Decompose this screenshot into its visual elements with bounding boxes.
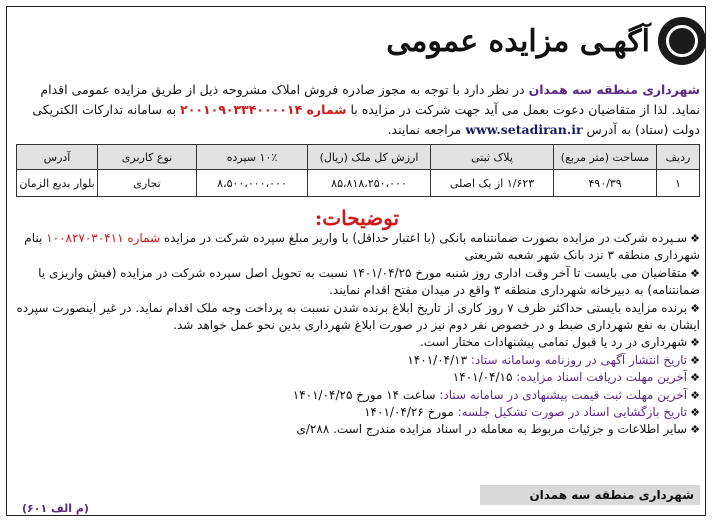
bullet-icon: ❖: [690, 353, 700, 367]
list-item: ❖سایر اطلاعات و جزئیات مربوط به معامله در اسناد مزایده مندرج است. ۲۸۸/ی: [12, 421, 700, 438]
cell-deposit: ۸،۵۰۰،۰۰۰،۰۰۰: [197, 170, 308, 197]
cell-plate: ۱/۶۲۳ از یک اصلی: [431, 170, 554, 197]
intro-text-3: مراجعه نمایند.: [387, 122, 466, 137]
list-item: ❖تاریخ بازگشایی اسناد در صورت تشکیل جلسه: مورخ ۱۴۰۱/۰۴/۲۶: [12, 404, 700, 421]
bullet-icon: ❖: [690, 388, 700, 402]
col-area: مساحت (متر مربع): [554, 145, 657, 170]
list-item: ❖سـپرده شرکت در مزایده بصورت ضمانتنامه بانکی (با اعتبار حداقل) یا واریز مبلغ سپرده شرکت در مزایده شماره ۱۰۰۸۲۷۰۳۰۴۱۱ بنام شهرداری منطقه ۳ نزد بانک شهر شعبه شریعتی: [24, 231, 700, 263]
col-plate: پلاک ثبتی: [431, 145, 554, 170]
ad-title: آگهـی مزایده عمومی: [386, 23, 650, 59]
list-item: ❖شهرداری در رد یا قبول تمامی پیشنهادات مختار است.: [12, 334, 700, 351]
intro-paragraph: [14, 80, 700, 140]
megaphone-icon: [658, 17, 706, 65]
table-header-row: [17, 145, 700, 170]
col-address: آدرس: [17, 145, 98, 170]
cell-area: ۴۹۰/۳۹: [554, 170, 657, 197]
bullet-icon: ❖: [690, 266, 700, 280]
cell-value: ۸۵،۸۱۸،۲۵۰،۰۰۰: [308, 170, 431, 197]
list-item: ❖آخرین مهلت دریافت اسناد مزایده: ۱۴۰۱/۰۴/۱۵: [12, 369, 700, 386]
col-row: ردیف: [657, 145, 700, 170]
website-link[interactable]: www.setadiran.ir: [465, 122, 583, 137]
bullet-icon: ❖: [690, 301, 700, 315]
title-row: [386, 14, 706, 68]
deposit-account-number: شماره ۱۰۰۸۲۷۰۳۰۴۱۱: [46, 231, 161, 245]
table-row: [17, 170, 700, 197]
property-table: [16, 144, 700, 197]
notes-list: [12, 230, 700, 439]
list-item: ❖تاریخ انتشار آگهی در روزنامه وسامانه ستاد: ۱۴۰۱/۰۴/۱۳: [12, 352, 700, 369]
col-value: ارزش کل ملک (ریال): [308, 145, 431, 170]
bullet-icon: ❖: [690, 406, 700, 420]
list-item: ❖برنده مزایده بایستی حداکثر ظرف ۷ روز کاری از تاریخ ابلاغ برنده شدن نسبت به پرداخت وجه ملک اقدام نماید. در غیر اینصورت سپرده ایشان به نفع شهرداری ضبط و در خصوص نفر دوم نیز در صورت ابلاغ شهرداری بدین نحو عمل خواهد شد.: [16, 300, 700, 333]
list-item: ❖متقاضیان می بایست تا آخر وقت اداری روز شنبه مورخ ۱۴۰۱/۰۴/۲۵ نسبت به تحویل اصل سپرده شرکت در مزایده (فیش واریزی یا ضمانتنامه) به دبیرخانه شهرداری منطقه ۳ واقع در میدان مفتح اقدام نمایند.: [38, 265, 700, 298]
bullet-icon: ❖: [690, 423, 700, 437]
intro-text-2: به سامانه تدارکات الکتریکی دولت (ستاد) به آدرس: [32, 102, 700, 137]
bullet-icon: ❖: [690, 232, 700, 245]
intro-text-1: در نظر دارد با توجه به مجوز صادره فروش املاک مشروحه ذیل از طریق مزایده عمومی اقدام نماید. لذا از متقاضیان دعوت بعمل می آید جهت شرکت در مزایده با: [40, 82, 700, 117]
col-deposit: ۱۰٪ سپرده: [197, 145, 308, 170]
col-usage: نوع کاربری: [98, 145, 197, 170]
notes-title: توضیحات:: [314, 206, 400, 230]
footer-signature: شهرداری منطقه سه همدان: [480, 485, 700, 505]
ad-code: (م الف ۶۰۱): [22, 502, 89, 515]
cell-address: بلوار بدیع الزمان: [17, 170, 98, 197]
list-item: ❖آخرین مهلت ثبت قیمت پیشنهادی در سامانه ستاد: ساعت ۱۴ مورخ ۱۴۰۱/۰۴/۲۵: [12, 387, 700, 404]
auction-number: شماره ۲۰۰۱۰۹۰۳۳۴۰۰۰۰۱۴: [180, 102, 347, 117]
bullet-icon: ❖: [690, 371, 700, 385]
org-name: شهرداری منطقه سه همدان: [528, 82, 700, 97]
cell-row: ۱: [657, 170, 700, 197]
cell-usage: تجاری: [98, 170, 197, 197]
bullet-icon: ❖: [690, 336, 700, 350]
